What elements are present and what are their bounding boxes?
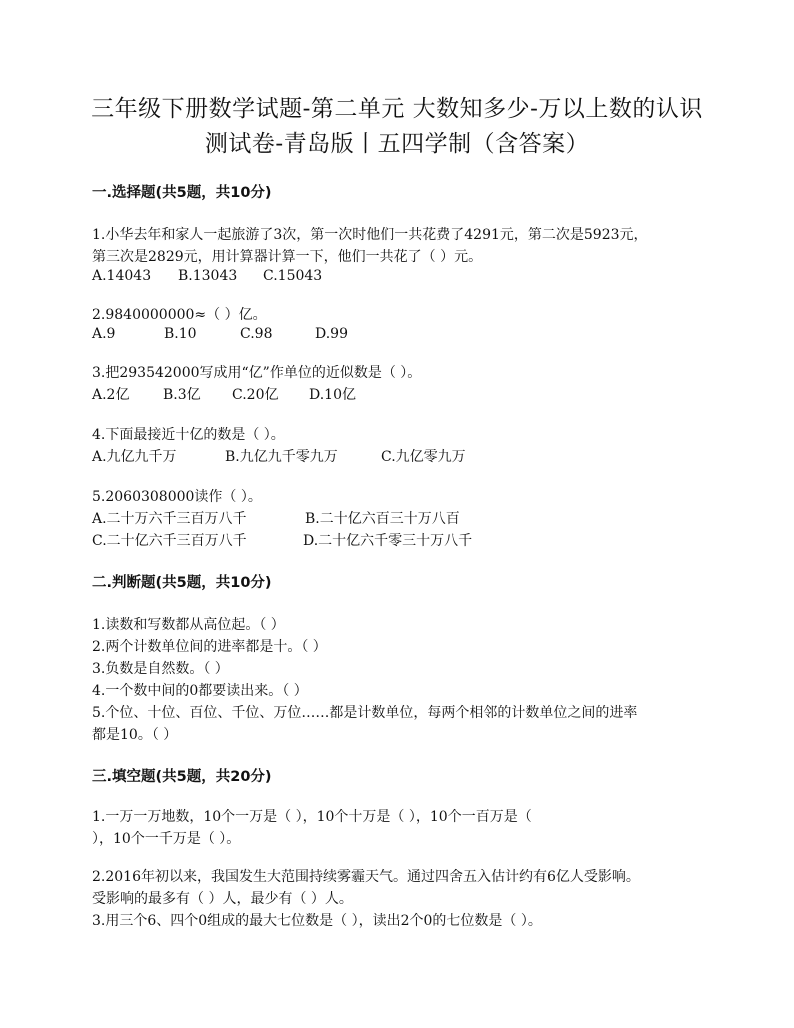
fill-item-1-cont: ），10个一千万是（ ）。 (92, 831, 241, 847)
question-1-option-b: B.13043 (178, 268, 238, 284)
question-2-option-b: B.10 (164, 326, 197, 342)
question-2-option-a: A.9 (92, 326, 116, 342)
judgement-item-3: 3.负数是自然数。（ ） (92, 661, 229, 677)
question-4-text: 4.下面最接近十亿的数是（ ）。 (92, 427, 285, 443)
document-title-line-1: 三年级下册数学试题-第二单元 大数知多少-万以上数的认识 (91, 96, 703, 122)
question-1-text: 1.小华去年和家人一起旅游了3次，第一次时他们一共花费了4291元，第二次是5923元， (92, 227, 648, 243)
judgement-item-4: 4.一个数中间的0都要读出来。（ ） (92, 683, 308, 699)
section-heading-fill-blank: 三.填空题(共5题，共20分) (92, 769, 272, 785)
judgement-item-5: 5.个位、十位、百位、千位、万位……都是计数单位，每两个相邻的计数单位之间的进率 (92, 705, 638, 721)
question-4-option-c: C.九亿零九万 (381, 449, 466, 465)
question-2-option-d: D.99 (315, 326, 348, 342)
question-5-option-d: D.二十亿六千零三十万八千 (303, 533, 473, 549)
question-3-option-a: A.2亿 (92, 387, 130, 403)
question-1-option-c: C.15043 (263, 268, 323, 284)
question-3-option-d: D.10亿 (309, 387, 356, 403)
judgement-item-1: 1.读数和写数都从高位起。（ ） (92, 617, 285, 633)
question-5-option-b: B.二十亿六百三十万八百 (305, 511, 460, 527)
fill-item-3: 3.用三个6、四个0组成的最大七位数是（ ），读出2个0的七位数是（ ）。 (92, 913, 542, 929)
question-3-option-b: B.3亿 (163, 387, 201, 403)
fill-item-1: 1.一万一万地数，10个一万是（ ），10个十万是（ ），10个一百万是（ (92, 809, 532, 825)
question-4-option-a: A.九亿九千万 (92, 449, 177, 465)
question-5-option-a: A.二十万六千三百万八千 (92, 511, 247, 527)
fill-item-2-cont: 受影响的最多有（ ）人，最少有（ ）人。 (92, 891, 353, 907)
question-3-option-c: C.20亿 (232, 387, 279, 403)
question-1-option-a: A.14043 (92, 268, 152, 284)
question-5-option-c: C.二十亿六千三百万八千 (92, 533, 247, 549)
section-heading-choice: 一.选择题(共5题，共10分) (92, 185, 272, 201)
question-5-text: 5.2060308000读作（ ）。 (92, 489, 262, 505)
question-2-option-c: C.98 (240, 326, 273, 342)
judgement-item-2: 2.两个计数单位间的进率都是十。（ ） (92, 639, 327, 655)
section-heading-true-false: 二.判断题(共5题，共10分) (92, 575, 272, 591)
question-3-text: 3.把293542000写成用“亿”作单位的近似数是（ ）。 (92, 365, 422, 381)
fill-item-2: 2.2016年初以来，我国发生大范围持续雾霾天气。通过四舍五入估计约有6亿人受影响。 (92, 869, 640, 885)
question-2-text: 2.9840000000≈（ ）亿。 (92, 307, 267, 323)
question-1-text-cont: 第三次是2829元，用计算器计算一下，他们一共花了（ ）元。 (92, 249, 483, 265)
document-title-line-2: 测试卷-青岛版丨五四学制（含答案） (204, 131, 590, 157)
question-4-option-b: B.九亿九千零九万 (225, 449, 338, 465)
judgement-item-5-cont: 都是10。（ ） (92, 727, 178, 743)
